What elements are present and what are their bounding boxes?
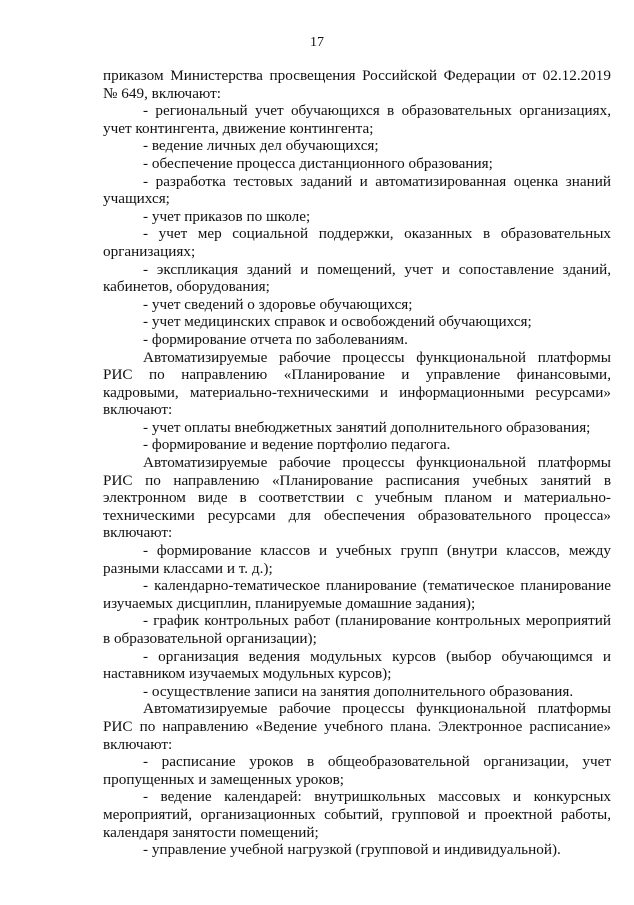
- paragraph: - экспликация зданий и помещений, учет и сопоставление зданий, кабинетов, оборудования;: [103, 260, 611, 296]
- paragraph: приказом Министерства просвещения Российской Федерации от 02.12.2019 № 649, включают:: [103, 67, 611, 102]
- paragraph: - учет медицинских справок и освобождений обучающихся;: [143, 313, 532, 331]
- page-number: 17: [310, 35, 324, 50]
- paragraph: - учет приказов по школе;: [143, 207, 311, 225]
- paragraph: - обеспечение процесса дистанционного образования;: [143, 154, 493, 172]
- paragraph: Автоматизируемые рабочие процессы функциональной платформы РИС по направлению «Ведение учебного плана. Электронное расписание» включают:: [103, 700, 611, 753]
- paragraph: - организация ведения модульных курсов (выбор обучающимся и наставником изучаемых модульных курсов);: [103, 647, 611, 683]
- paragraph: - график контрольных работ (планирование контрольных мероприятий в образовательной организации);: [103, 612, 611, 647]
- paragraph: - расписание уроков в общеобразовательной организации, учет пропущенных и замещенных уроков;: [103, 753, 611, 788]
- paragraph: - учет мер социальной поддержки, оказанных в образовательных организациях;: [103, 225, 611, 260]
- document-body: [103, 67, 611, 859]
- paragraph: - формирование отчета по заболеваниям.: [143, 330, 408, 348]
- paragraph: - формирование классов и учебных групп (внутри классов, между разными классами и т. д.);: [103, 542, 611, 577]
- paragraph: - учет сведений о здоровье обучающихся;: [143, 295, 413, 313]
- paragraph: Автоматизируемые рабочие процессы функциональной платформы РИС по направлению «Планирование и управление финансовыми, кадровыми, материально-техническими и информационными ресурсами» включают:: [103, 348, 611, 419]
- paragraph: - осуществление записи на занятия дополнительного образования.: [143, 682, 574, 700]
- paragraph: - разработка тестовых заданий и автоматизированная оценка знаний учащихся;: [103, 172, 611, 208]
- paragraph: - учет оплаты внебюджетных занятий дополнительного образования;: [143, 418, 591, 436]
- paragraph: - управление учебной нагрузкой (групповой и индивидуальной).: [143, 841, 561, 859]
- paragraph: - формирование и ведение портфолио педагога.: [143, 436, 451, 454]
- paragraph: - календарно-тематическое планирование (тематическое планирование изучаемых дисциплин, планируемые домашние задания);: [103, 577, 611, 612]
- paragraph: Автоматизируемые рабочие процессы функциональной платформы РИС по направлению «Планирование расписания учебных занятий в электронном виде в соответствии с учебным планом и материально-техническими ресурсами для обеспечения образовательного процесса» включают:: [103, 454, 611, 542]
- paragraph: - региональный учет обучающихся в образовательных организациях, учет контингента, движение контингента;: [103, 102, 611, 137]
- paragraph: - ведение календарей: внутришкольных массовых и конкурсных мероприятий, организационных событий, групповой и проектной работы, календаря занятости помещений;: [103, 788, 611, 841]
- paragraph: - ведение личных дел обучающихся;: [143, 137, 379, 155]
